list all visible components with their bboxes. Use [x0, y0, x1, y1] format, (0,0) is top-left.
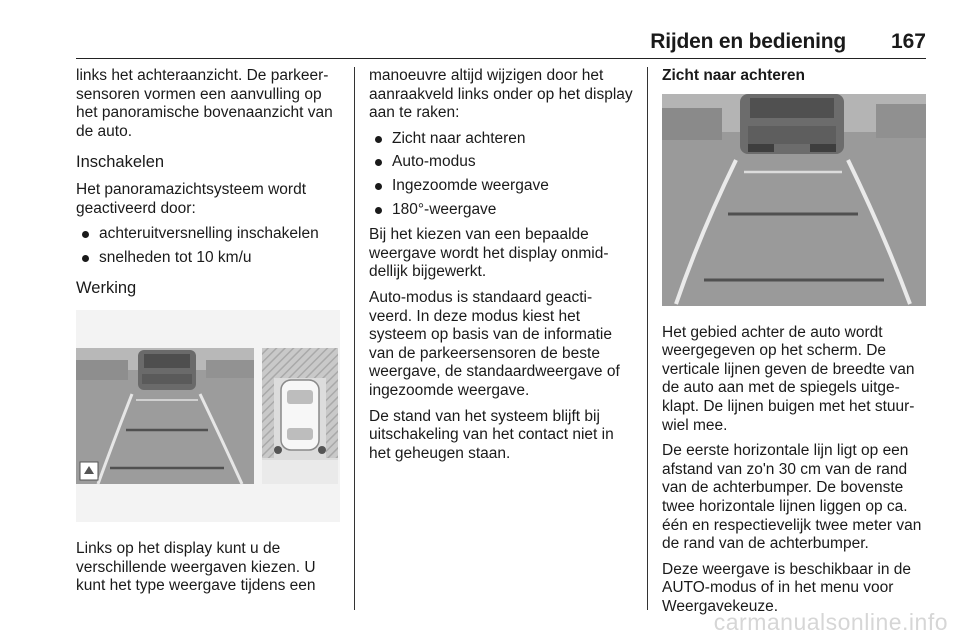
paragraph: Deze weergave is beschikbaar in de AUTO-modus of in het menu voor Weergavekeuze.: [662, 560, 911, 615]
list-item: Auto-modus: [369, 153, 633, 172]
intro-paragraph: links het achteraanzicht. De parkeer-sensoren vormen een aanvulling op het panoramische bovenaanzicht van de auto.: [76, 67, 333, 140]
paragraph: Het gebied achter de auto wordt weergegeven op het scherm. De verticale lijnen geven de breedte van de auto aan met de spiegels uitge-klapt. De lijnen buigen met het stuur-wiel mee.: [662, 323, 915, 434]
list-item: achteruitversnelling inschakelen: [76, 225, 340, 244]
column-left: [76, 67, 340, 603]
figure-note: Links op het display kunt u de verschillende weergaven kiezen. U kunt het type weergave tijdens een: [76, 539, 316, 595]
list-item: Zicht naar achteren: [369, 130, 633, 149]
column-divider: [354, 67, 355, 610]
column-divider: [647, 67, 648, 610]
list-item: 180°-weergave: [369, 201, 633, 220]
activation-text: Het panoramazichtsysteem wordt geactiveerd door:: [76, 180, 307, 217]
paragraph: De stand van het systeem blijft bij uitschakeling van het contact niet in het geheugen staan.: [369, 407, 614, 462]
heading-inschakelen: Inschakelen: [76, 153, 165, 172]
paragraph: De eerste horizontale lijn ligt op een afstand van zo'n 30 cm van de rand van de achterbumper. De bovenste twee horizontale lijnen liggen op ca. één en respectievelijk twee meter van de rand van de achterbumper.: [662, 442, 922, 553]
mode-list: [369, 130, 633, 219]
watermark: carmanualsonline.info: [713, 609, 948, 635]
column-middle: [369, 67, 633, 470]
chapter-title: Rijden en bediening: [650, 30, 846, 53]
rear-view-panel: [76, 348, 254, 484]
top-view-panel: [262, 348, 338, 484]
list-item: Ingezoomde weergave: [369, 177, 633, 196]
panorama-display-figure: [76, 310, 340, 522]
rear-view-figure: [662, 94, 926, 306]
list-item: snelheden tot 10 km/u: [76, 249, 340, 268]
paragraph: Auto-modus is standaard geacti-veerd. In deze modus kiest het systeem op basis van de informatie van de parkeersensoren de beste weergave, de standaardweergave of ingezoomde weergave.: [369, 288, 620, 399]
column-right: [662, 67, 928, 624]
paragraph: Bij het kiezen van een bepaalde weergave wordt het display onmid-dellijk bijgewerkt.: [369, 226, 609, 281]
page-header: [76, 18, 926, 59]
mode-intro: manoeuvre altijd wijzigen door het aanraakveld links onder op het display aan te raken:: [369, 67, 633, 122]
page-number: 167: [890, 30, 926, 53]
activation-list: [76, 225, 340, 267]
heading-werking: Werking: [76, 279, 137, 298]
subheading-rear-view: Zicht naar achteren: [662, 67, 805, 84]
